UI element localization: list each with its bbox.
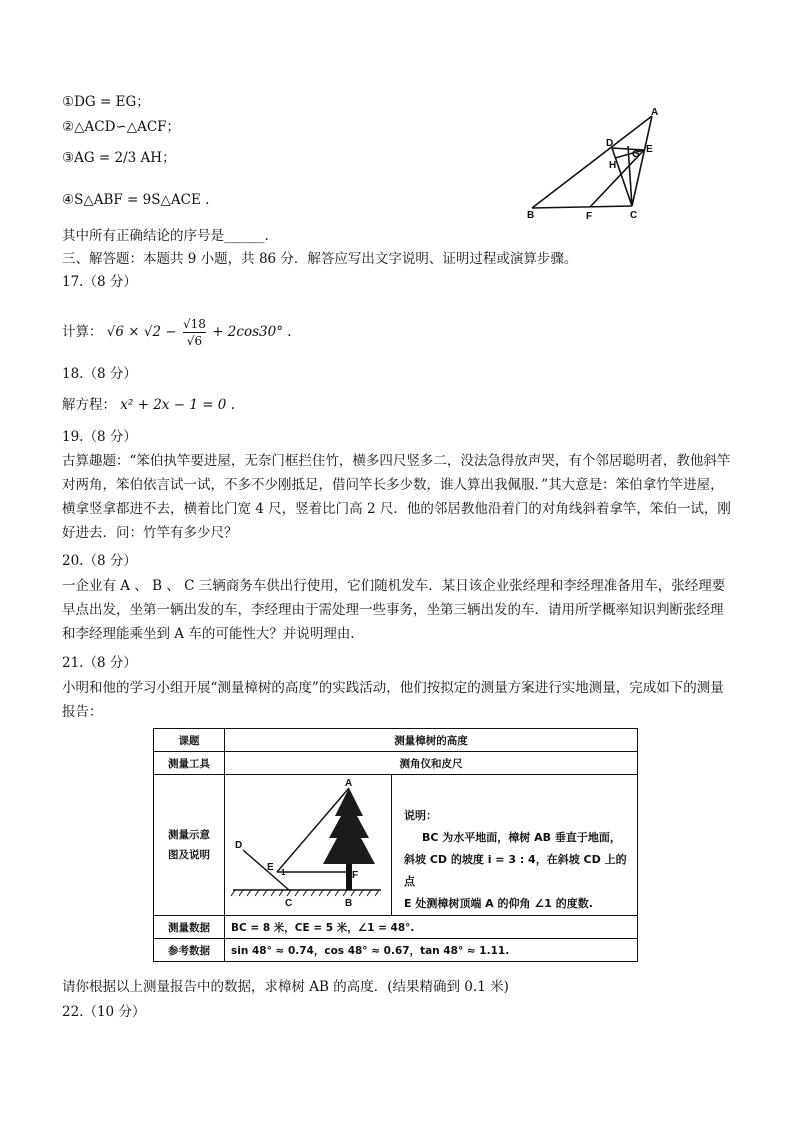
q17-frac-num: √18 — [182, 317, 206, 331]
tree-measurement-diagram — [225, 778, 391, 912]
report-data-value: BC = 8 米，CE = 5 米，∠1 = 48°. — [225, 916, 638, 939]
diagram-label-B: B — [345, 898, 353, 909]
q20-number: 20.（8 分） — [62, 553, 137, 569]
q17-expression — [62, 316, 292, 349]
label-G: G — [632, 149, 640, 160]
q17-fraction — [183, 316, 206, 349]
question-16-tail: 其中所有正确结论的序号是______. — [62, 228, 269, 244]
label-F: F — [586, 211, 593, 222]
label-B: B — [527, 210, 535, 221]
report-row-data — [154, 916, 638, 939]
q21-ask: 请你根据以上测量报告中的数据，求樟树 AB 的高度．(结果精确到 0.1 米) — [62, 979, 509, 995]
report-diagram-head-a: 测量示意 — [168, 829, 210, 841]
q17-frac-den: √6 — [186, 334, 203, 348]
report-tools-value: 测角仪和皮尺 — [225, 752, 638, 775]
report-tools-head: 测量工具 — [154, 752, 225, 775]
q22-number: 22.（10 分） — [62, 1004, 146, 1020]
conclusion-2: ②△ACD∽△ACF； — [62, 119, 181, 135]
diagram-label-F: F — [352, 870, 359, 881]
label-H: H — [609, 160, 617, 171]
q18-equation: x² + 2x − 1 = 0 . — [120, 397, 235, 413]
report-reference-head: 参考数据 — [154, 939, 225, 962]
report-diagram-head — [154, 775, 225, 916]
label-E: E — [646, 144, 653, 155]
q17-expr-a: √6 × √2 − — [106, 324, 177, 340]
q21-intro: 小明和他的学习小组开展“测量樟树的高度”的实践活动，他们按拟定的测量方案进行实地测量，完成如下的测量报告： — [62, 680, 724, 720]
report-row-diagram — [154, 775, 638, 916]
report-topic-head: 课题 — [154, 729, 225, 752]
report-description — [392, 775, 638, 916]
triangle-figure — [520, 108, 670, 223]
report-diagram-cell — [225, 775, 392, 916]
q17-number: 17.（8 分） — [62, 274, 137, 290]
measurement-report-table — [153, 728, 638, 962]
q19-text: 古算趣题：“笨伯执竿要进屋，无奈门框拦住竹，横多四尺竖多二，没法急得放声哭，有个邻居聪明者，教他斜竿对两角，笨伯依言试一试，不多不少刚抵足，借问竿长多少数，谁人算出我佩服．”其大意是：笨伯拿竹竿进屋，横拿竖拿都进不去，横着比门宽 4 尺，竖着比门高 2 尺．他的邻居教他沿着门的对角线斜着拿竿，笨伯一试，刚好进去．问：竹竿有多少尺？ — [62, 453, 731, 541]
conclusion-3: ③AG = 2/3 AH； — [62, 150, 176, 166]
conclusion-1: ①DG = EG； — [62, 94, 150, 110]
report-data-head: 测量数据 — [154, 916, 225, 939]
label-D: D — [606, 138, 614, 149]
diagram-label-angle1: 1 — [281, 868, 286, 877]
tree-canopy — [323, 788, 375, 864]
q19-number: 19.（8 分） — [62, 429, 137, 445]
diagram-label-D: D — [235, 840, 243, 851]
report-row-topic — [154, 729, 638, 752]
report-row-tools — [154, 752, 638, 775]
diagram-label-A: A — [345, 778, 353, 789]
q20-text: 一企业有 A 、 B 、 C 三辆商务车供出行使用，它们随机发车．某日该企业张经理和李经理准备用车，张经理要早点出发，坐第一辆出发的车，李经理由于需处理一些事务，坐第三辆出发的车．请用所学概率知识判断张经理和李经理能乘坐到 A 车的可能性大？并说明理由． — [62, 578, 726, 642]
diagram-label-E: E — [267, 862, 274, 873]
q21-number: 21.（8 分） — [62, 655, 137, 671]
q18-prefix: 解方程： — [62, 397, 116, 413]
report-topic-value: 测量樟树的高度 — [225, 729, 638, 752]
description-line-2: 斜坡 CD 的坡度 i = 3 : 4，在斜坡 CD 上的点 — [404, 853, 627, 888]
q17-prefix: 计算： — [62, 324, 103, 340]
label-C: C — [630, 210, 638, 221]
conclusion-4: ④S△ABF = 9S△ACE . — [62, 192, 210, 208]
description-line-3: E 处测樟树顶端 A 的仰角 ∠1 的度数. — [404, 897, 593, 910]
label-A: A — [651, 108, 659, 118]
section-3-heading: 三、解答题：本题共 9 小题，共 86 分．解答应写出文字说明、证明过程或演算步骤。 — [62, 251, 578, 267]
q18-equation-line — [62, 395, 235, 415]
q17-expr-b: + 2cos30° . — [212, 324, 292, 340]
description-line-1: BC 为水平地面，樟树 AB 垂直于地面， — [422, 831, 621, 844]
report-row-reference — [154, 939, 638, 962]
diagram-label-C: C — [285, 898, 293, 909]
report-reference-value: sin 48° ≈ 0.74，cos 48° ≈ 0.67，tan 48° ≈ 1.11. — [225, 939, 638, 962]
description-title: 说明： — [404, 809, 437, 822]
report-diagram-head-b: 图及说明 — [168, 849, 210, 861]
q18-number: 18.（8 分） — [62, 366, 137, 382]
